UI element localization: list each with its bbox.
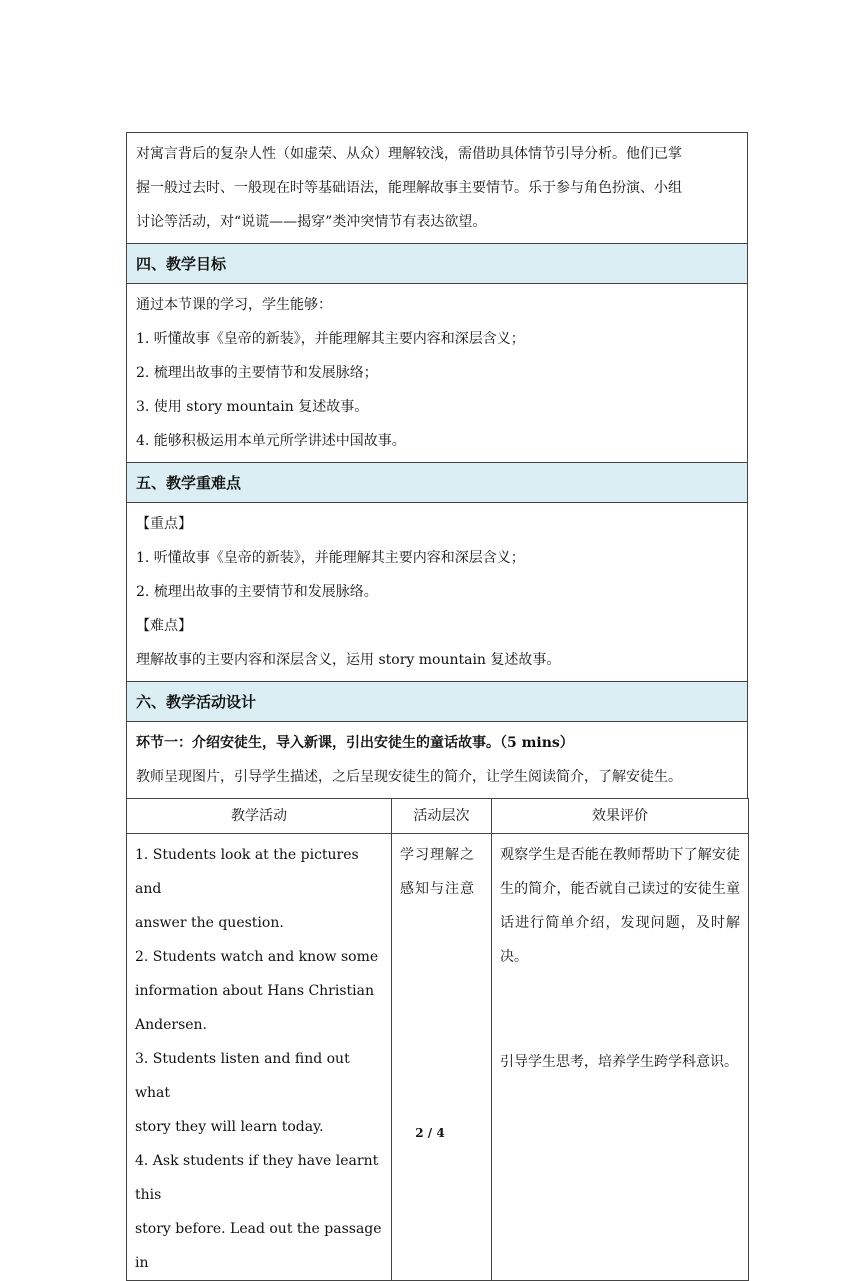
learner-analysis-line: 讨论等活动，对“说谎——揭穿”类冲突情节有表达欲望。 <box>136 214 487 230</box>
section-heading-key-points: 五、教学重难点 <box>126 463 748 503</box>
learner-analysis-line: 握一般过去时、一般现在时等基础语法，能理解故事主要情节。乐于参与角色扮演、小组 <box>136 180 682 196</box>
objectives-line: 3. 使用 story mountain 复述故事。 <box>136 399 369 415</box>
evaluation-text-2: 引导学生思考，培养学生跨学科意识。 <box>500 1054 738 1070</box>
page-number: 2 / 4 <box>415 1126 445 1140</box>
activity-line: answer the question. <box>135 915 284 931</box>
table-header-evaluation: 效果评价 <box>492 799 749 834</box>
activity-line: 1. Students look at the pictures and <box>135 847 359 897</box>
table-row <box>127 834 749 1281</box>
step-one-title: 环节一：介绍安徒生，导入新课，引出安徒生的童话故事。（5 mins） <box>136 735 574 751</box>
objectives-line: 4. 能够积极运用本单元所学讲述中国故事。 <box>136 433 406 449</box>
activity-table <box>126 798 749 1281</box>
key-points-block <box>126 503 748 682</box>
key-points-line: 【难点】 <box>136 618 192 634</box>
section-heading-activity-design: 六、教学活动设计 <box>126 682 748 722</box>
objectives-block <box>126 284 748 463</box>
activity-line: 4. Ask students if they have learnt this <box>135 1153 379 1203</box>
step-one-description: 教师呈现图片，引导学生描述，之后呈现安徒生的简介，让学生阅读简介，了解安徒生。 <box>136 769 682 785</box>
key-points-line: 2. 梳理出故事的主要情节和发展脉络。 <box>136 584 378 600</box>
key-points-line: 理解故事的主要内容和深层含义，运用 story mountain 复述故事。 <box>136 652 561 668</box>
level-cell <box>392 834 492 1281</box>
step-one-block <box>126 722 748 798</box>
learner-analysis-block <box>126 132 748 244</box>
activity-line: 2. Students watch and know some <box>135 949 379 965</box>
table-header-level: 活动层次 <box>392 799 492 834</box>
objectives-line: 2. 梳理出故事的主要情节和发展脉络； <box>136 365 378 381</box>
activity-line: information about Hans Christian <box>135 983 375 999</box>
key-points-line: 【重点】 <box>136 516 192 532</box>
activity-line: 3. Students listen and find out what <box>135 1051 350 1101</box>
table-header-activity: 教学活动 <box>127 799 392 834</box>
section-heading-objectives: 四、教学目标 <box>126 244 748 284</box>
activity-cell <box>127 834 392 1281</box>
activity-line: Andersen. <box>135 1017 208 1033</box>
learner-analysis-line: 对寓言背后的复杂人性（如虚荣、从众）理解较浅，需借助具体情节引导分析。他们已掌 <box>136 146 682 162</box>
evaluation-cell <box>492 834 749 1281</box>
activity-line: story they will learn today. <box>135 1119 324 1135</box>
document-page <box>126 132 748 1281</box>
activity-line: story before. Lead out the passage in <box>135 1221 382 1271</box>
key-points-line: 1. 听懂故事《皇帝的新装》，并能理解其主要内容和深层含义； <box>136 550 525 566</box>
evaluation-text-1: 观察学生是否能在教师帮助下了解安徒生的简介，能否就自己读过的安徒生童话进行简单介绍，发现问题，及时解决。 <box>500 847 740 965</box>
table-header-row <box>127 799 749 834</box>
activity-level: 学习理解之感知与注意 <box>400 847 475 897</box>
objectives-line: 1. 听懂故事《皇帝的新装》，并能理解其主要内容和深层含义； <box>136 331 525 347</box>
objectives-line: 通过本节课的学习，学生能够： <box>136 297 332 313</box>
